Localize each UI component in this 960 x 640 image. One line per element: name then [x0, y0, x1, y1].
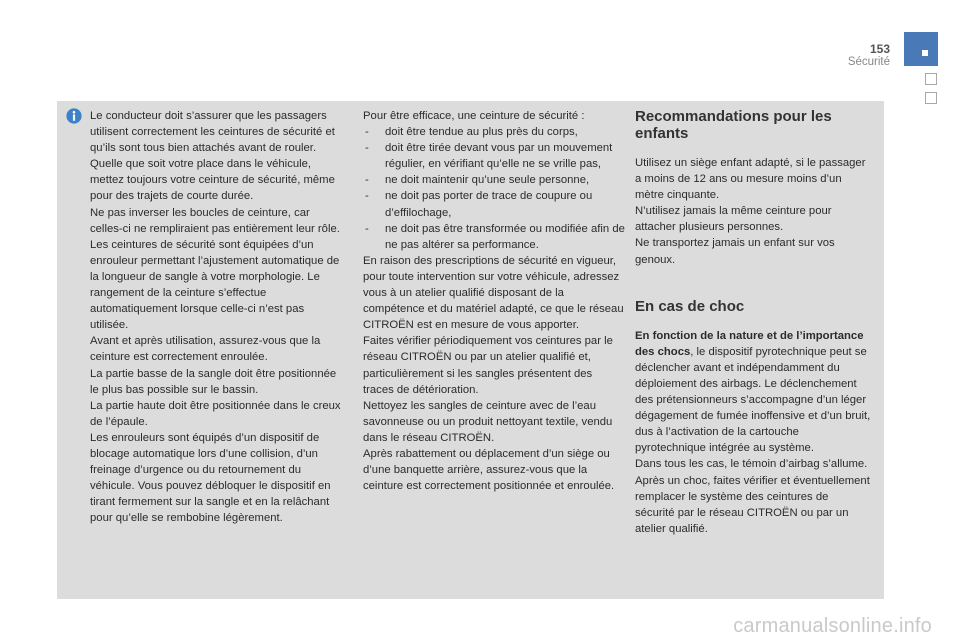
section-name: Sécurité — [847, 56, 890, 68]
info-icon — [66, 108, 82, 124]
heading-in-case-of-crash: En cas de choc — [635, 297, 745, 315]
page-number: 153 — [869, 42, 890, 56]
paragraph: Le conducteur doit s’assurer que les passagers utilisent correctement les ceintures de sécurité et qu’ils sont tous bien attachés avant de rouler. — [90, 110, 335, 155]
list-item: - doit être tendue au plus près du corps, — [363, 124, 625, 140]
watermark: carmanualsonline.info — [733, 615, 932, 637]
paragraph: Ne transportez jamais un enfant sur vos genoux. — [635, 237, 835, 266]
bold-lead-text: En fonction de la nature et de l’importance des chocs — [635, 329, 864, 358]
paragraph: Ne pas inverser les boucles de ceinture, car celles-ci ne rempliraient pas entièrement leur rôle. — [90, 206, 340, 235]
list-item: - ne doit pas être transformée ou modifiée afin de ne pas altérer sa performance. — [363, 221, 625, 253]
paragraph: Nettoyez les sangles de ceinture avec de l’eau savonneuse ou un produit nettoyant textile, vendu dans le réseau CITROËN. — [363, 399, 613, 444]
paragraph: Dans tous les cas, le témoin d’airbag s’allume. — [635, 458, 868, 471]
paragraph-rest: , le dispositif pyrotechnique peut se déclencher avant et indépendamment du déploiement des airbags. Le déclenchement des prétensionneurs s’accompagne d’un léger dégagement de fumée inoffensive et d’un bruit, dus à l’activation de la cartouche pyrotechnique intégrée au système. — [635, 345, 871, 455]
column-children-and-crash — [635, 108, 871, 537]
intro-text: Pour être efficace, une ceinture de sécurité : — [363, 110, 585, 122]
content-panel — [57, 101, 884, 599]
column-belt-efficiency — [363, 108, 625, 494]
section-tab — [904, 32, 938, 66]
list-item: - doit être tirée devant vous par un mouvement régulier, en vérifiant qu’elle ne se vrille pas, — [363, 140, 625, 172]
paragraph: Avant et après utilisation, assurez-vous que la ceinture est correctement enroulée. — [90, 335, 321, 364]
paragraph: Les ceintures de sécurité sont équipées d’un enrouleur permettant l’ajustement automatique de la longueur de sangle à votre morphologie. Le rangement de la ceinture s’effectue automatiquement lorsque celle-ci n’est pas utilisée. — [90, 238, 340, 332]
paragraph: La partie haute doit être positionnée dans le creux de l’épaule. — [90, 399, 341, 428]
paragraph: Faites vérifier périodiquement vos ceintures par le réseau CITROËN ou par un atelier qualifié et, particulièrement si les sangles présentent des traces de détérioration. — [363, 335, 613, 396]
paragraph: N’utilisez jamais la même ceinture pour attacher plusieurs personnes. — [635, 205, 832, 234]
paragraph: Utilisez un siège enfant adapté, si le passager a moins de 12 ans ou mesure moins d’un mètre cinquante. — [635, 157, 866, 202]
heading-child-recommendations: Recommandations pour les enfants — [635, 108, 832, 142]
paragraph — [635, 328, 871, 457]
paragraph: En raison des prescriptions de sécurité en vigueur, pour toute intervention sur votre véhicule, adressez vous à un atelier qualifié disposant de la compétence et du matériel adapté, ce que le réseau CITROËN est en mesure de vous apporter. — [363, 254, 624, 332]
list-item: - ne doit maintenir qu’une seule personne, — [363, 172, 625, 188]
page-marker-box-1 — [925, 73, 937, 85]
paragraph: Après rabattement ou déplacement d’un siège ou d’une banquette arrière, assurez-vous que la ceinture est correctement positionnée et enroulée. — [363, 447, 615, 493]
paragraph: Les enrouleurs sont équipés d’un dispositif de blocage automatique lors d’une collision, d’un freinage d’urgence ou du retournement du véhicule. Vous pouvez débloquer le dispositif en tirant fermement sur la sangle et en la relâchant pour qu’elle se rembobine légèrement. — [90, 431, 331, 525]
list-item: - ne doit pas porter de trace de coupure ou d’effilochage, — [363, 188, 625, 220]
column-belt-usage — [90, 108, 342, 526]
paragraph: Quelle que soit votre place dans le véhicule, mettez toujours votre ceinture de sécurité, même pour des trajets de courte durée. — [90, 158, 335, 203]
paragraph: La partie basse de la sangle doit être positionnée le plus bas possible sur le bassin. — [90, 367, 337, 396]
paragraph: Après un choc, faites vérifier et éventuellement remplacer le système des ceintures de sécurité par le réseau CITROËN ou par un atelier qualifié. — [635, 474, 870, 535]
page-marker-box-2 — [925, 92, 937, 104]
